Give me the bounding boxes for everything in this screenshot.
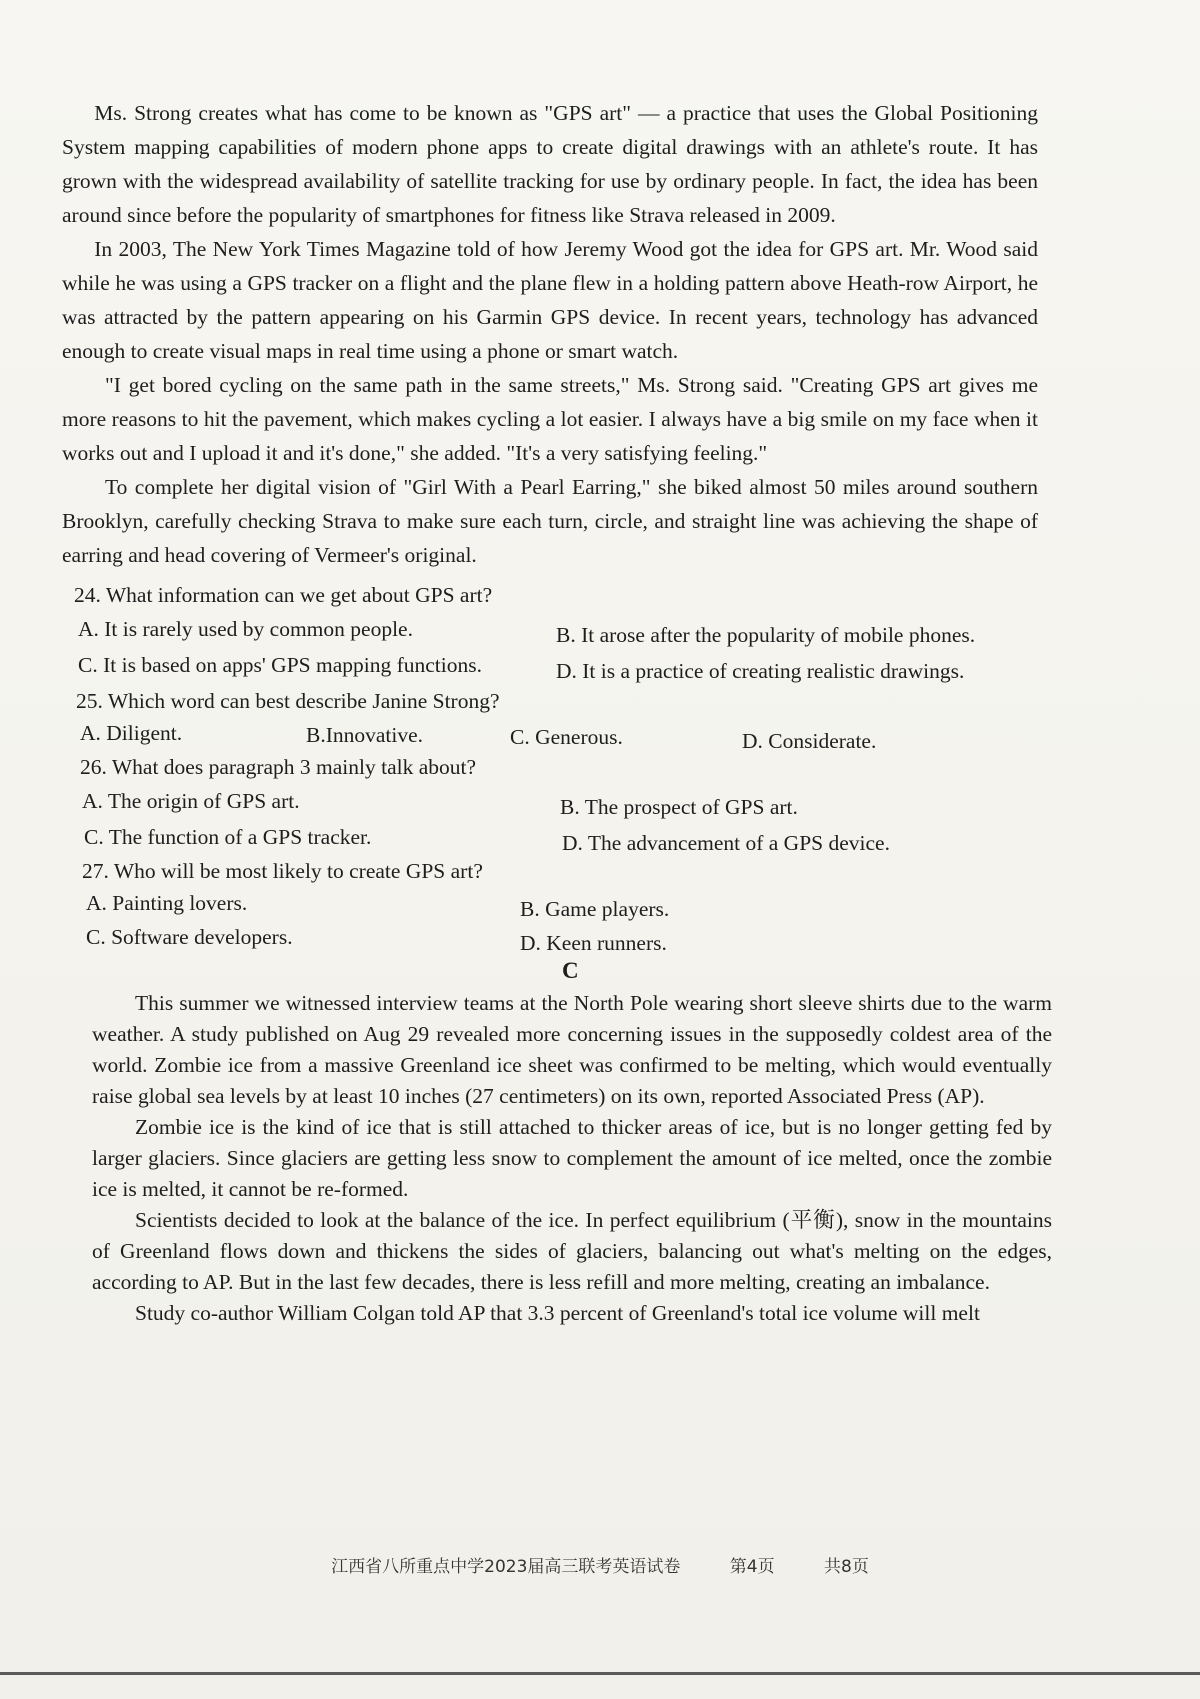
passage-b-paragraph-2: In 2003, The New York Times Magazine told of how Jeremy Wood got the idea for GPS art. Mr. Wood said while he was using a GPS tracker on a flight and the plane flew in a holding pattern above Heath-row Airport, he was attracted by the pattern appearing on his Garmin GPS device. In recent years, technology has advanced enough to create visual maps in real time using a phone or smart watch. bbox=[62, 237, 1038, 363]
passage-c-paragraph-2: Zombie ice is the kind of ice that is still attached to thicker areas of ice, but is no longer getting fed by larger glaciers. Since glaciers are getting less snow to complement the amount of ice melted, once the zombie ice is melted, it cannot be re-formed. bbox=[92, 1115, 1052, 1201]
exam-title: 江西省八所重点中学2023届高三联考英语试卷 bbox=[331, 1557, 681, 1577]
passage-c bbox=[92, 988, 1052, 1329]
question-25-option-b: B.Innovative. bbox=[306, 723, 424, 747]
question-27-option-c: C. Software developers. bbox=[86, 925, 293, 949]
question-25-stem: 25. Which word can best describe Janine Strong? bbox=[76, 689, 500, 713]
passage-c-paragraph-3: Scientists decided to look at the balance of the ice. In perfect equilibrium (平衡), snow in the mountains of Greenland flows down and thickens the sides of glaciers, balancing out what's melting on the edges, according to AP. But in the last few decades, there is less refill and more melting, creating an imbalance. bbox=[92, 1208, 1052, 1294]
question-25-option-d: D. Considerate. bbox=[742, 729, 877, 753]
question-26-option-c: C. The function of a GPS tracker. bbox=[84, 825, 372, 849]
question-27-stem: 27. Who will be most likely to create GPS art? bbox=[82, 859, 483, 883]
question-26-option-d: D. The advancement of a GPS device. bbox=[562, 831, 890, 855]
scan-edge-line bbox=[0, 1672, 1200, 1675]
question-24-stem: 24. What information can we get about GPS art? bbox=[74, 583, 493, 607]
question-24-option-b: B. It arose after the popularity of mobile phones. bbox=[556, 623, 976, 647]
passage-c-paragraph-4: Study co-author William Colgan told AP that 3.3 percent of Greenland's total ice volume will melt bbox=[135, 1301, 980, 1325]
question-25-option-c: C. Generous. bbox=[510, 725, 623, 749]
passage-c-heading: C bbox=[562, 958, 579, 983]
question-26-option-b: B. The prospect of GPS art. bbox=[560, 795, 798, 819]
question-25-option-a: A. Diligent. bbox=[80, 721, 183, 745]
passage-b bbox=[62, 96, 1038, 572]
passage-b-paragraph-4: To complete her digital vision of "Girl With a Pearl Earring," she biked almost 50 miles around southern Brooklyn, carefully checking Strava to make sure each turn, circle, and straight line was achieving the shape of earring and head covering of Vermeer's original. bbox=[62, 475, 1038, 567]
passage-c-paragraph-1: This summer we witnessed interview teams at the North Pole wearing short sleeve shirts due to the warm weather. A study published on Aug 29 revealed more concerning issues in the supposedly coldest area of the world. Zombie ice from a massive Greenland ice sheet was confirmed to be melting, which would eventually raise global sea levels by at least 10 inches (27 centimeters) on its own, reported Associated Press (AP). bbox=[92, 991, 1052, 1108]
question-24-option-a: A. It is rarely used by common people. bbox=[78, 617, 413, 641]
page-number: 第4页 bbox=[729, 1557, 775, 1577]
passage-b-paragraph-1: Ms. Strong creates what has come to be known as "GPS art" — a practice that uses the Global Positioning System mapping capabilities of modern phone apps to create digital drawings with an athlete's route. It has grown with the widespread availability of satellite tracking for use by ordinary people. In fact, the idea has been around since before the popularity of smartphones for fitness like Strava released in 2009. bbox=[62, 101, 1038, 227]
question-27-option-b: B. Game players. bbox=[520, 897, 670, 921]
question-24-option-c: C. It is based on apps' GPS mapping functions. bbox=[78, 653, 482, 677]
question-24-option-d: D. It is a practice of creating realistic drawings. bbox=[556, 659, 965, 683]
question-27-option-a: A. Painting lovers. bbox=[86, 891, 248, 915]
passage-b-paragraph-3: "I get bored cycling on the same path in the same streets," Ms. Strong said. "Creating GPS art gives me more reasons to hit the pavement, which makes cycling a lot easier. I always have a big smile on my face when it works out and I upload it and it's done," she added. "It's a very satisfying feeling." bbox=[62, 373, 1038, 465]
question-26-stem: 26. What does paragraph 3 mainly talk about? bbox=[80, 755, 477, 779]
page-footer bbox=[0, 1552, 1200, 1577]
question-26-option-a: A. The origin of GPS art. bbox=[82, 789, 300, 813]
page-total: 共8页 bbox=[824, 1557, 869, 1577]
question-27-option-d: D. Keen runners. bbox=[520, 931, 667, 955]
